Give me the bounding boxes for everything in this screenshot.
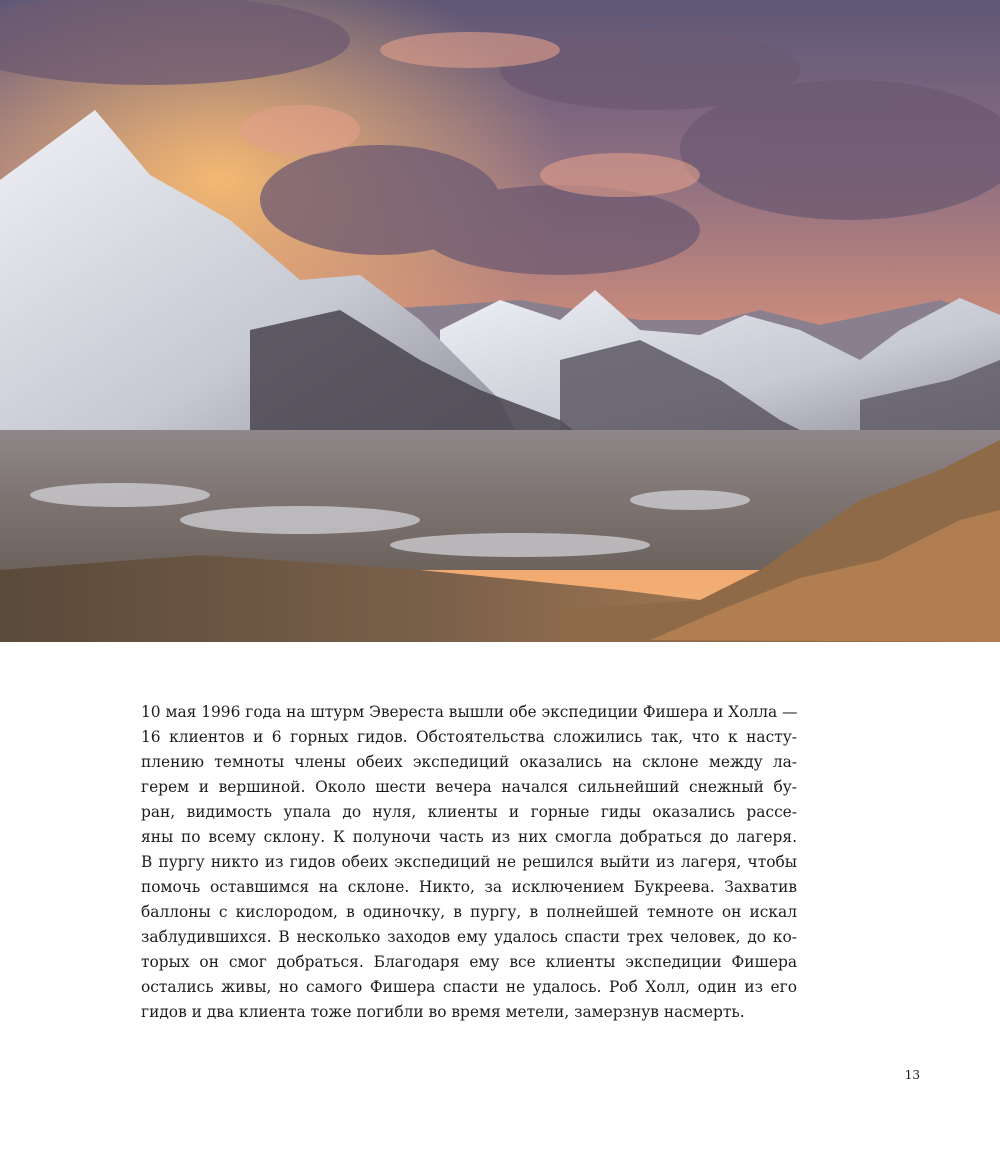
text-line-6: яны по всему склону. К полуночи часть из них смогла добраться до лагеря.	[141, 828, 797, 846]
text-line-9: баллоны с кислородом, в одиночку, в пургу, в полнейшей темноте он искал	[141, 903, 797, 921]
text-line-5: ран, видимость упала до нуля, клиенты и горные гиды оказались рассе-	[141, 803, 797, 821]
text-line-3: плению темноты члены обеих экспедиций оказались на склоне между ла-	[141, 753, 797, 771]
text-line-4: герем и вершиной. Около шести вечера начался сильнейший снежный бу-	[141, 778, 797, 796]
text-line-13: гидов и два клиента тоже погибли во время метели, замерзнув насмерть.	[141, 1003, 745, 1021]
text-line-2: 16 клиентов и 6 горных гидов. Обстоятельства сложились так, что к насту-	[141, 728, 797, 746]
article-body-text	[141, 700, 797, 1025]
text-line-1: 10 мая 1996 года на штурм Эвереста вышли обе экспедиции Фишера и Холла —	[141, 703, 798, 721]
text-line-8: помочь оставшимся на склоне. Никто, за исключением Букреева. Захватив	[141, 878, 797, 896]
text-line-11: торых он смог добраться. Благодаря ему все клиенты экспедиции Фишера	[141, 953, 797, 971]
text-line-10: заблудившихся. В несколько заходов ему удалось спасти трех человек, до ко-	[141, 928, 797, 946]
page-number: 13	[904, 1068, 920, 1082]
text-line-12: остались живы, но самого Фишера спасти не удалось. Роб Холл, один из его	[141, 978, 797, 996]
text-line-7: В пургу никто из гидов обеих экспедиций не решился выйти из лагеря, чтобы	[141, 853, 797, 871]
